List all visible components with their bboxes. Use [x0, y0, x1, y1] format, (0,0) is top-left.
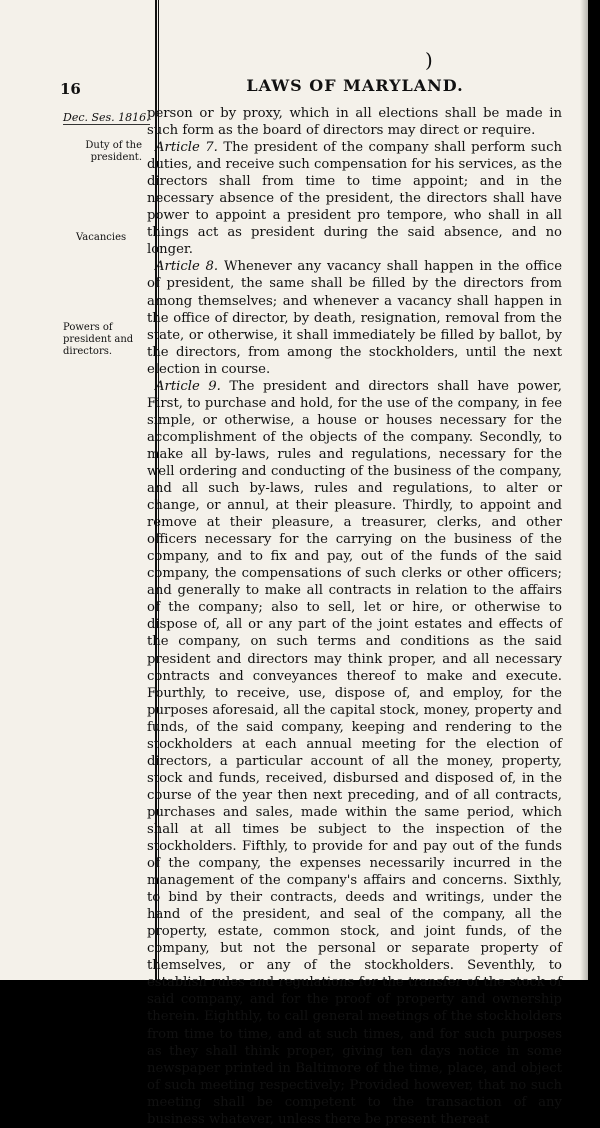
article-7	[147, 139, 562, 258]
body-text	[147, 105, 562, 1128]
margin-note-duty: Duty of the president.	[85, 140, 142, 163]
margin-date: Dec. Ses. 1816.	[63, 111, 150, 124]
article-8	[147, 258, 562, 377]
article-9	[147, 378, 562, 1128]
page-number: 16	[60, 80, 81, 98]
article-text: Whenever any vacancy shall happen in the office of president, the same shall be filled by the directors from among themselves; and whenever a vacancy shall happen in the office of director, by death, resignation, removal from the state, or otherwise, it shall immediately be filled by ballot, by the directors, from among the stockholders, until the next election in course.	[147, 259, 562, 377]
page-edge-shadow	[580, 0, 588, 980]
article-text: The president of the company shall perform such duties, and receive such compensation for his services, as the directors shall from time to time appoint; and in the necessary absence of the president, the directors shall have power to appoint a president pro tempore, who shall in all things act as president during the said absence, and no longer.	[147, 140, 562, 258]
article-label: Article 7.	[155, 140, 218, 156]
running-title: LAWS OF MARYLAND.	[246, 76, 464, 95]
margin-note-vacancies: Vacancies	[76, 232, 127, 243]
article-label: Article 8.	[155, 259, 219, 275]
stray-mark: )	[425, 48, 433, 72]
margin-note-powers: Powers of president and directors.	[63, 322, 134, 357]
article-text: The president and directors shall have power, First, to purchase and hold, for the use of the company, in fee simple, or otherwise, a house or houses necessary for the accomplishment of the objects of the company. Secondly, to make all by-laws, rules and regulations, necessary for the well ordering and conducting of the business of the company, and all such by-laws, rules and regulations, to alter or change, or annul, at their pleasure. Thirdly, to appoint and remove at their pleasure, a treasurer, clerks, and other officers necessary for the carrying on the business of the company, and to fix and pay, out of the funds of the said company, the compensations of such clerks or other officers; and generally to make all contracts in relation to the affairs of the company; also to sell, let or hire, or otherwise to dispose of, all or any part of the joint estates and effects of the company, on such terms and conditions as the said president and directors may think proper, and all necessary contracts and conveyances thereof to make and execute. Fourthly, to receive, use, dispose of, and employ, for the purposes aforesaid, all the capital stock, money, property and funds, of the said company, keeping and rendering to the stockholders at each annual meeting for the election of directors, a particular account of all the money, property, stock and funds, received, disbursed and disposed of, in the course of the year then next preceding, and of all contracts, purchases and sales, made within the same period, which shall at all times be subject to the inspection of the stockholders. Fifthly, to provide for and pay out of the funds of the company, the expenses necessarily incurred in the management of the company's affairs and concerns. Sixthly, to bind by their contracts, deeds and writings, under the hand of the president, and seal of the company, all the property, estate, common stock, and joint funds, of the company, but not the personal or separate property of themselves, or any of the stockholders. Seventhly, to establish rules and regulations for the transfer of the stock of said company, and for the proof of property and ownership therein. Eighthly, to call general meetings of the stockholders from time to time, and at such times, and for such purposes as they shall think proper, giving ten days notice in some newspaper printed in Baltimore of the time, place, and object of such meeting respectively; Provided however, that no such meeting shall be competent to the transaction of any business whatever, unless there be present thereat	[147, 378, 562, 1127]
article-label: Article 9.	[155, 378, 221, 394]
continuation-paragraph: person or by proxy, which in all elections shall be made in such form as the board of directors may direct or require.	[147, 106, 562, 139]
